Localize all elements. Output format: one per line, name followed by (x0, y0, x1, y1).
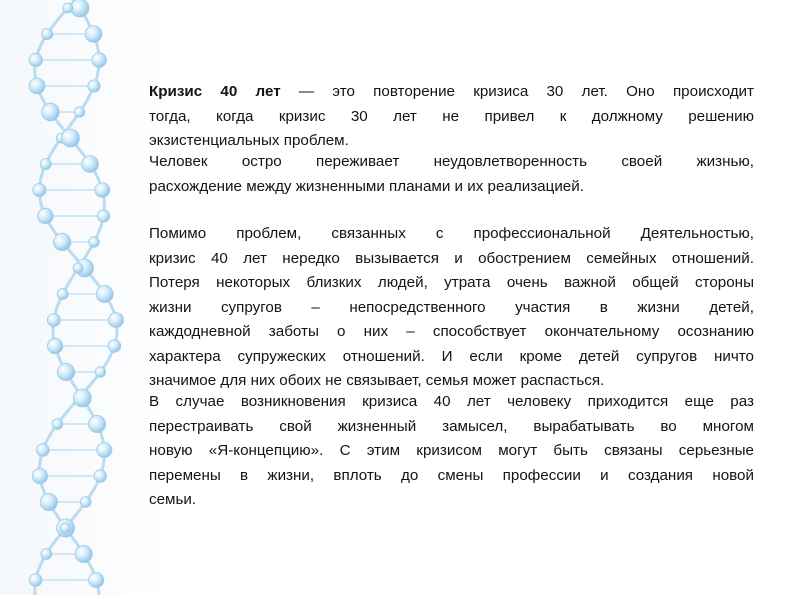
p4-line-1: В случае возникновения кризиса 40 лет человеку приходится еще раз (149, 393, 754, 410)
dna-bead (29, 53, 42, 66)
p1-line-1: Кризис 40 лет — это повторение кризиса 30 лет. Оно происходит (149, 83, 754, 100)
dna-bead (47, 338, 62, 353)
dna-bead (89, 415, 106, 432)
dna-bead (29, 78, 45, 94)
dna-bead (38, 208, 54, 224)
dna-bead (29, 574, 42, 587)
dna-bead (36, 444, 49, 457)
p3-line-3: Потеря некоторых близких людей, утрата очень важной общей стороны (149, 274, 754, 291)
p3-line-1: Помимо проблем, связанных с профессиональной Деятельностью, (149, 225, 754, 242)
dna-bead (88, 80, 100, 92)
dna-bead (82, 156, 99, 173)
p4-line-2: перестраивать свой жизненный замысел, вырабатывать во многом (149, 417, 754, 435)
dna-bead (96, 286, 113, 303)
paragraph-crisis-definition (149, 80, 754, 154)
dna-bead (95, 183, 110, 198)
dna-bead (89, 237, 100, 248)
p4-line-5: семьи. (149, 491, 197, 508)
p3-line-4: жизни супругов – непосредственного участия в жизни детей, (149, 298, 754, 316)
p3-line-2: кризис 40 лет нередко вызывается и обострением семейных отношений. (149, 249, 754, 267)
p2-line-2: расхождение между жизненными планами и их реализацией. (149, 177, 584, 195)
dna-bead (97, 442, 112, 457)
p2-line-1: Человек остро переживает неудовлетворенность своей жизнью, (149, 153, 754, 170)
p4-line-3: новую «Я-концепцию». С этим кризисом могут быть связаны серьезные (149, 442, 754, 459)
p1-line-3: экзистенциальных проблем. (149, 132, 349, 149)
dna-bead (60, 523, 70, 533)
dna-bead (52, 419, 63, 430)
dna-bead (32, 468, 47, 483)
dna-bead (47, 314, 60, 327)
dna-bead (42, 28, 53, 39)
dna-bead (63, 3, 73, 13)
p3-line-5: каждодневной заботы о них – способствует окончательному осознанию (149, 323, 754, 340)
dna-bead (57, 289, 68, 300)
dna-bead (40, 493, 57, 510)
dna-bead (85, 26, 102, 43)
paragraph-self-concept (149, 390, 754, 513)
dna-bead (74, 107, 84, 117)
dna-bead (33, 183, 46, 196)
p1-line-2: тогда, когда кризис 30 лет не привел к должному решению (149, 107, 754, 125)
dna-bead (92, 53, 107, 68)
dna-bead (40, 158, 51, 169)
dna-bead (109, 313, 124, 328)
dna-bead (71, 0, 89, 17)
dna-helix-decoration (0, 0, 140, 595)
dna-bead (97, 210, 109, 222)
paragraph-family-relations (149, 222, 754, 394)
paragraph-dissatisfaction (149, 150, 754, 199)
dna-bead (80, 497, 91, 508)
dna-bead (94, 470, 107, 483)
dna-bead (73, 263, 83, 273)
p3-line-7: значимое для них обоих не связывает, семья может распасться. (149, 372, 605, 389)
dna-bead (108, 340, 121, 353)
dna-bead (73, 389, 91, 407)
crisis-40-bold-lead: Кризис 40 лет (149, 83, 281, 100)
dna-bead (41, 549, 52, 560)
dna-bead (89, 572, 104, 587)
p4-line-4: перемены в жизни, вплоть до смены профессии и создания новой (149, 466, 754, 484)
dna-bead (95, 367, 106, 378)
dna-bead (57, 363, 74, 380)
p3-line-6: характера супружеских отношений. И если кроме детей супругов ничто (149, 347, 754, 365)
dna-bead (42, 103, 60, 121)
dna-bead (75, 545, 92, 562)
dna-bead (61, 129, 79, 147)
dna-bead (54, 233, 71, 250)
